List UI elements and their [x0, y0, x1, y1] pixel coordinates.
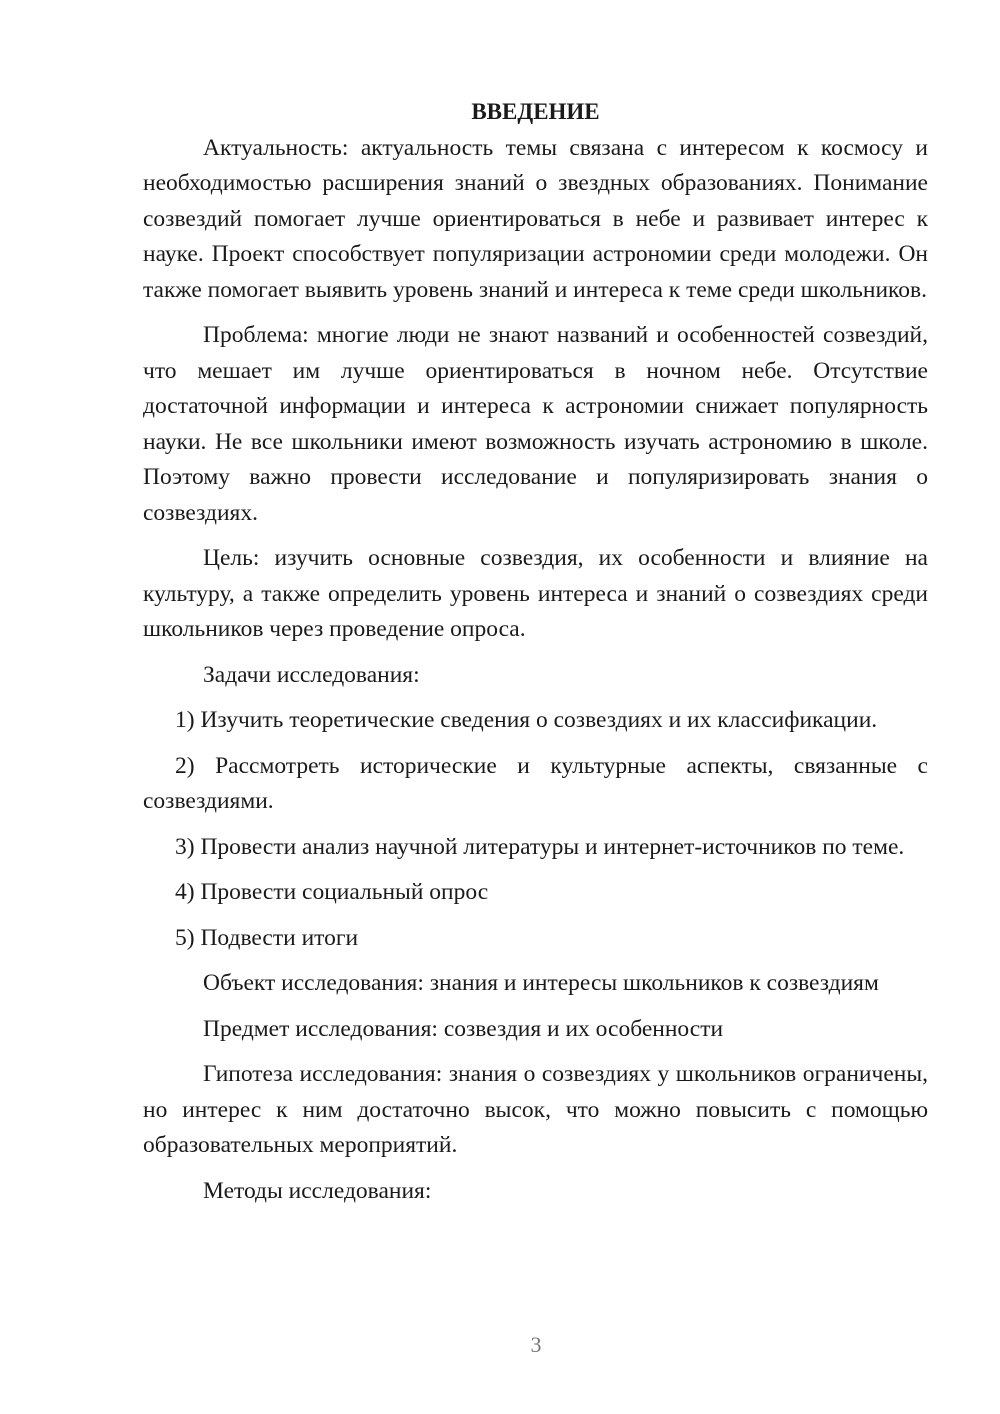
research-hypothesis: Гипотеза исследования: знания о созвездиях у школьников ограничены, но интерес к ним достаточно высок, что можно повысить с помощью образовательных мероприятий. — [143, 1061, 928, 1158]
goal-paragraph: Цель: изучить основные созвездия, их особенности и влияние на культуру, а также определить уровень интереса и знаний о созвездиях среди школьников через проведение опроса. — [143, 545, 928, 642]
task-item: 3) Провести анализ научной литературы и интернет-источников по теме. — [175, 833, 905, 860]
task-item: 1) Изучить теоретические сведения о созвездиях и их классификации. — [175, 707, 878, 733]
task-item: 5) Подвести итоги — [175, 924, 359, 951]
problem-paragraph: Проблема: многие люди не знают названий и особенностей созвездий, что мешает им лучше ориентироваться в ночном небе. Отсутствие достаточной информации и интереса к астрономии снижает популярность науки. Не все школьники имеют возможность изучать астрономию в школе. Поэтому важно провести исследование и популяризировать знания о созвездиях. — [143, 322, 928, 526]
tasks-heading: Задачи исследования: — [203, 661, 420, 688]
research-subject: Предмет исследования: созвездия и их особенности — [203, 1015, 724, 1042]
research-object: Объект исследования: знания и интересы школьников к созвездиям — [203, 970, 879, 996]
methods-heading: Методы исследования: — [203, 1177, 432, 1204]
task-item: 2) Рассмотреть исторические и культурные аспекты, связанные с созвездиями. — [143, 752, 928, 814]
relevance-paragraph: Актуальность: актуальность темы связана с интересом к космосу и необходимостью расширения знаний о звездных образованиях. Понимание созвездий помогает лучше ориентироваться в небе и развивает интерес к науке. Проект способствует популяризации астрономии среди молодежи. Он также помогает выявить уровень знаний и интереса к теме среди школьников. — [143, 134, 928, 303]
task-item: 4) Провести социальный опрос — [175, 879, 489, 905]
page-number: 3 — [530, 1332, 542, 1357]
page-content — [143, 94, 928, 1219]
section-title: ВВЕДЕНИЕ — [471, 99, 600, 124]
